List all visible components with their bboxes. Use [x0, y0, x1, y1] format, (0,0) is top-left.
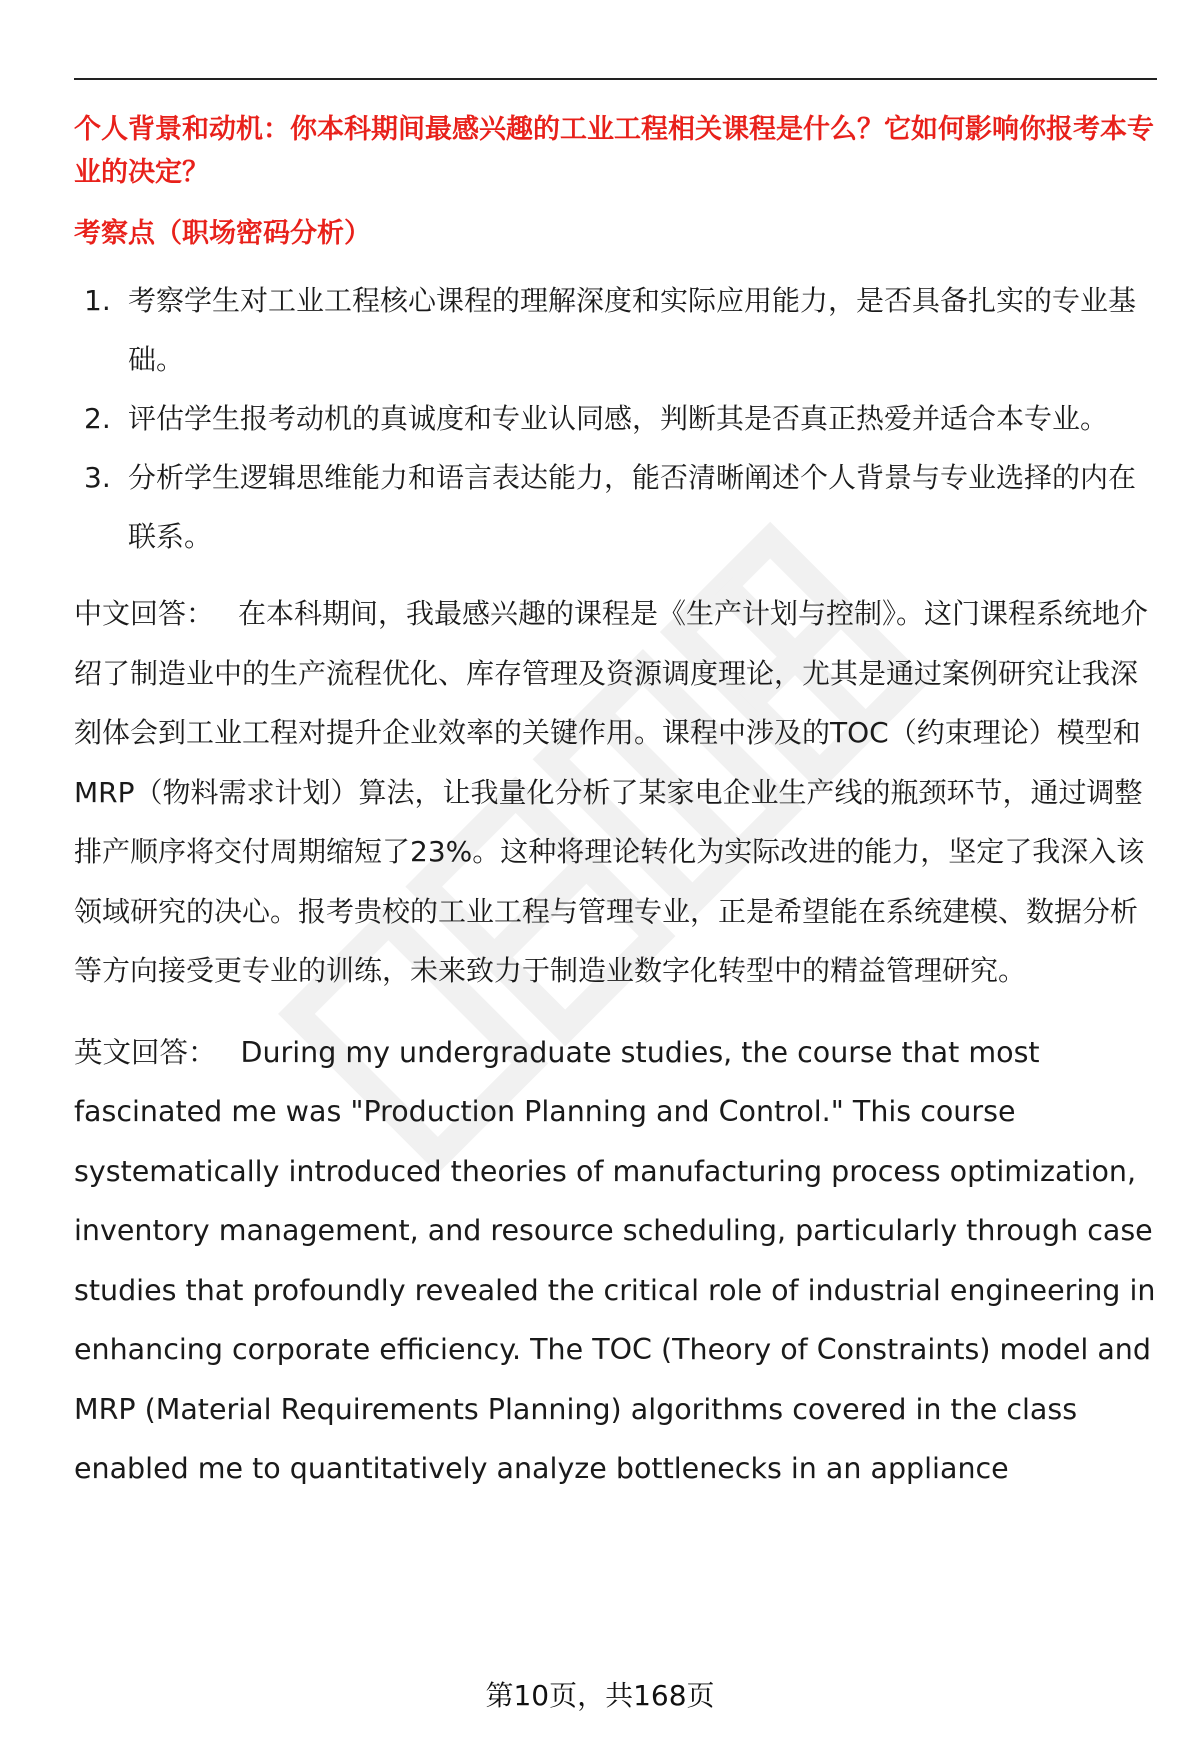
english-answer-text: During my undergraduate studies, the course that most fascinated me was "Production Planning and Control." This course systematically introduced theories of manufacturing process optimization, inventory management, and resource scheduling, particularly through case studies that profoundly revealed the critical role of industrial engineering in enhancing corporate efficiency. The TOC (Theory of Constraints) model and MRP (Material Requirements Planning) algorithms covered in the class enabled me to quantitatively analyze bottlenecks in an appliance: [74, 1035, 1156, 1485]
question-heading: 个人背景和动机：你本科期间最感兴趣的工业工程相关课程是什么？它如何影响你报考本专业的决定？: [74, 114, 1154, 188]
chinese-answer-label: 中文回答：: [74, 597, 215, 630]
analysis-points-list: [74, 271, 1157, 566]
list-item-text: 评估学生报考动机的真诚度和专业认同感，判断其是否真正热爱并适合本专业。: [128, 402, 1109, 435]
english-answer-label: 英文回答：: [74, 1035, 217, 1069]
list-item: [74, 389, 1157, 448]
list-item: [74, 271, 1157, 389]
header-rule: [74, 78, 1157, 80]
section-title: 考察点（职场密码分析）: [74, 218, 371, 249]
list-item-text: 考察学生对工业工程核心课程的理解深度和实际应用能力，是否具备扎实的专业基础。: [128, 284, 1137, 376]
main-content: [74, 108, 1157, 1499]
list-item-number: 3.: [84, 461, 111, 494]
chinese-answer-text: 在本科期间，我最感兴趣的课程是《生产计划与控制》。这门课程系统地介绍了制造业中的生产流程优化、库存管理及资源调度理论，尤其是通过案例研究让我深刻体会到工业工程对提升企业效率的关键作用。课程中涉及的TOC（约束理论）模型和MRP（物料需求计划）算法，让我量化分析了某家电企业生产线的瓶颈环节，通过调整排产顺序将交付周期缩短了23%。这种将理论转化为实际改进的能力，坚定了我深入该领域研究的决心。报考贵校的工业工程与管理专业，正是希望能在系统建模、数据分析等方向接受更专业的训练，未来致力于制造业数字化转型中的精益管理研究。: [74, 597, 1149, 987]
list-item-text: 分析学生逻辑思维能力和语言表达能力，能否清晰阐述个人背景与专业选择的内在联系。: [128, 461, 1137, 553]
list-item: [74, 448, 1157, 566]
list-item-number: 1.: [84, 284, 111, 317]
list-item-number: 2.: [84, 402, 111, 435]
chinese-answer: [74, 584, 1157, 1001]
page-number-footer: 第10页，共168页: [485, 1679, 715, 1712]
english-answer: [74, 1023, 1157, 1499]
